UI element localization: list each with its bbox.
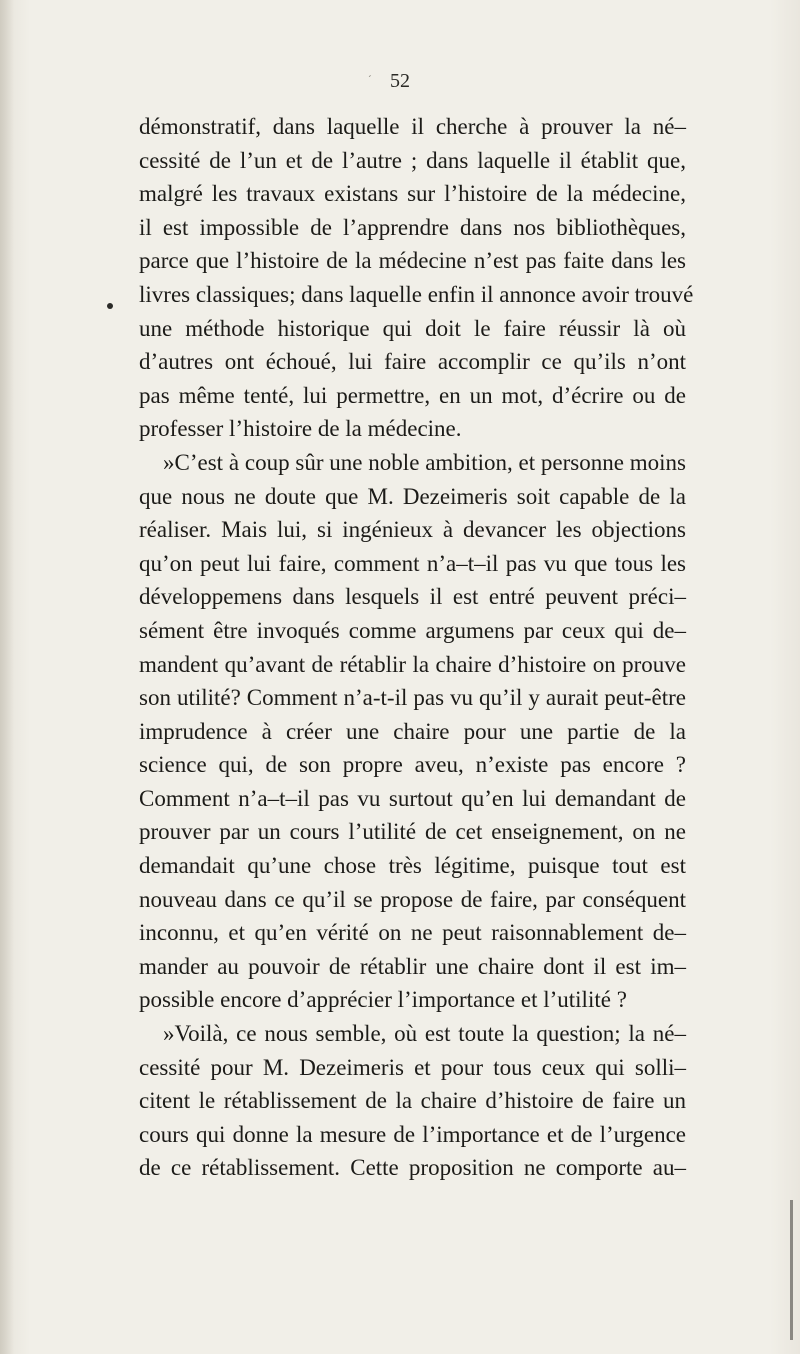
text-line: pas même tenté, lui permettre, en un mot, d’écrire ou de — [139, 382, 686, 408]
text-line: sément être invoqués comme argumens par ceux qui de– — [139, 617, 686, 643]
page-gutter-shadow — [0, 0, 14, 1354]
text-line: d’autres ont échoué, lui faire accomplir ce qu’ils n’ont — [139, 349, 686, 375]
text-line: possible encore d’apprécier l’importance et l’utilité ? — [139, 987, 627, 1013]
text-line: science qui, de son propre aveu, n’existe pas encore ? — [139, 752, 686, 778]
text-line: cessité pour M. Dezeimeris et pour tous ceux qui solli– — [139, 1054, 686, 1080]
text-line: mandent qu’avant de rétablir la chaire d’histoire on prouve — [139, 651, 686, 677]
text-line: qu’on peut lui faire, comment n’a–t–il pas vu que tous les — [139, 550, 686, 576]
text-line: professer l’histoire de la médecine. — [139, 416, 462, 442]
text-line: livres classiques; dans laquelle enfin il annonce avoir trouvé — [139, 281, 694, 307]
text-line: parce que l’histoire de la médecine n’est pas faite dans les — [139, 248, 686, 274]
page-number: 52 — [390, 70, 410, 92]
text-line: cours qui donne la mesure de l’importance et de l’urgence — [139, 1121, 686, 1147]
text-line: inconnu, et qu’en vérité on ne peut raisonnablement de– — [139, 920, 686, 946]
text-line: réaliser. Mais lui, si ingénieux à devancer les objections — [139, 517, 686, 543]
text-line: démonstratif, dans laquelle il cherche à prouver la né– — [139, 114, 686, 139]
text-line: de ce rétablissement. Cette proposition ne comporte au– — [139, 1155, 686, 1181]
text-line: imprudence à créer une chaire pour une partie de la — [139, 718, 686, 744]
text-line: il est impossible de l’apprendre dans nos bibliothèques, — [139, 214, 686, 240]
text-line: »C’est à coup sûr une noble ambition, et personne moins — [163, 449, 686, 475]
text-line: prouver par un cours l’utilité de cet enseignement, on ne — [139, 819, 686, 845]
text-line: mander au pouvoir de rétablir une chaire dont il est im– — [139, 953, 686, 979]
right-edge-mark — [790, 1200, 793, 1340]
body-text — [139, 110, 694, 1185]
text-line: malgré les travaux existans sur l’histoire de la médecine, — [139, 181, 686, 207]
text-line: cessité de l’un et de l’autre ; dans laquelle il établit que, — [139, 147, 686, 173]
margin-dot-mark — [107, 303, 113, 309]
text-line: demandait qu’une chose très légitime, puisque tout est — [139, 853, 686, 879]
text-line: citent le rétablissement de la chaire d’histoire de faire un — [139, 1088, 686, 1114]
text-line: une méthode historique qui doit le faire réussir là où — [139, 315, 686, 341]
text-line: Comment n’a–t–il pas vu surtout qu’en lui demandant de — [139, 785, 686, 811]
text-line: que nous ne doute que M. Dezeimeris soit capable de la — [139, 483, 686, 509]
text-line: son utilité? Comment n’a-t-il pas vu qu’il y aurait peut-être — [139, 685, 686, 711]
page-tick-mark: ´ — [368, 74, 372, 86]
text-line: développemens dans lesquels il est entré peuvent préci– — [139, 584, 686, 610]
text-line: »Voilà, ce nous semble, où est toute la question; la né– — [163, 1021, 686, 1047]
text-line: nouveau dans ce qu’il se propose de faire, par conséquent — [139, 886, 686, 912]
